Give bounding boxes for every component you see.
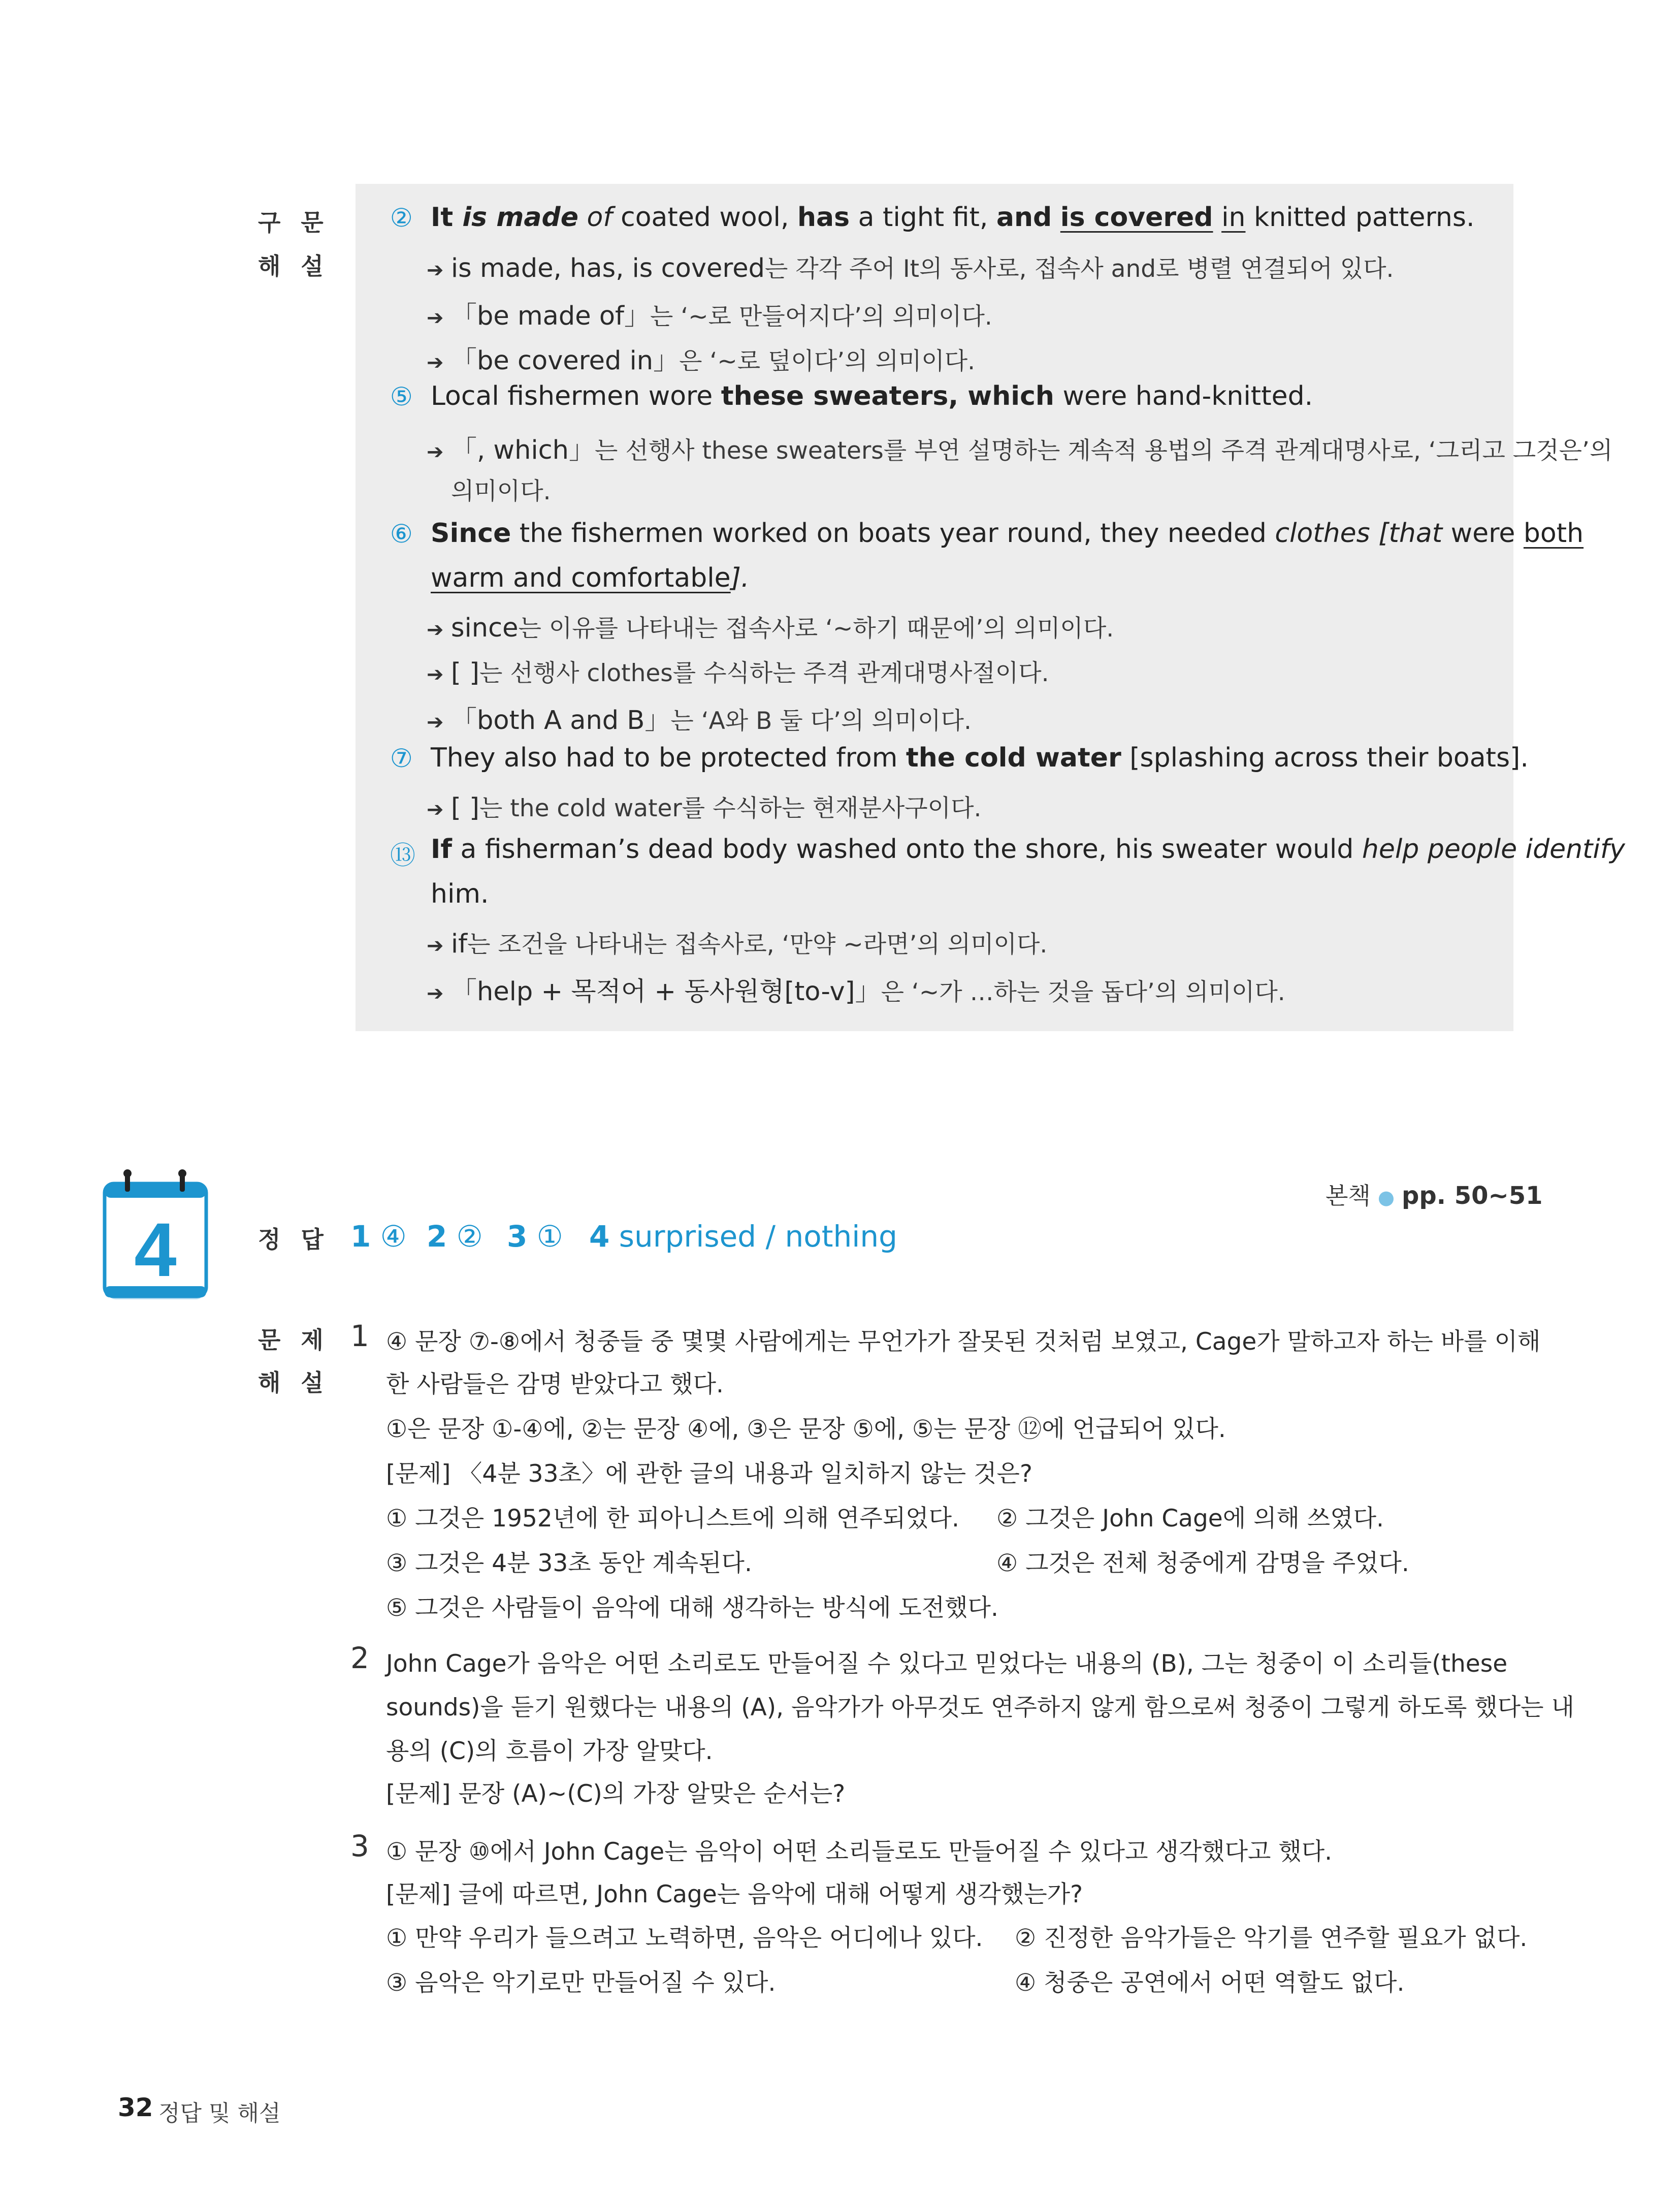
explanation-line: John Cage가 음악은 어떤 소리로도 만들어질 수 있다고 믿었다는 내용의 (B), 그는 청중이 이 소리들(these: [386, 1650, 1508, 1678]
explanation-line: [문제] 글에 따르면, John Cage는 음악에 대해 어떻게 생각했는가?: [386, 1880, 1083, 1908]
explanation-line: sounds)을 듣기 원했다는 내용의 (A), 음악가가 아무것도 연주하지 않게 함으로써 청중이 그렇게 하도록 했다는 내: [386, 1694, 1574, 1721]
arrow-icon: ➔: [427, 982, 444, 1005]
grammar-note: ➔ if는 조건을 나타내는 접속사로, ‘만약 ~라면’의 의미이다.: [427, 929, 1048, 959]
choice: ② 진정한 음악가들은 악기를 연주할 필요가 없다.: [1015, 1924, 1528, 1952]
explanation-line: ① 문장 ⑩에서 John Cage는 음악이 어떤 소리들로도 만들어질 수 있다고 생각했다고 했다.: [386, 1838, 1333, 1866]
explain-label-top: 문제: [258, 1326, 344, 1354]
explanation-line: ①은 문장 ①-④에, ②는 문장 ④에, ③은 문장 ⑤에, ⑤는 문장 ⑫에 언급되어 있다.: [386, 1415, 1226, 1443]
book-page-reference: 본책 ● pp. 50~51: [1326, 1182, 1543, 1210]
choice: ① 만약 우리가 들으려고 노력하면, 음악은 어디에나 있다.: [386, 1924, 983, 1952]
grammar-label-top: 구문: [258, 209, 344, 236]
arrow-icon: ➔: [427, 711, 444, 734]
explanation-line: [문제] 문장 (A)~(C)의 가장 알맞은 순서는?: [386, 1780, 846, 1808]
grammar-note: ➔ [ ]는 the cold water를 수식하는 현재분사구이다.: [427, 793, 982, 823]
explain-label-bottom: 해설: [258, 1369, 344, 1396]
grammar-note-continued: 의미이다.: [451, 477, 551, 505]
answer-4: 4 surprised / nothing: [589, 1219, 897, 1254]
arrow-icon: ➔: [427, 934, 444, 958]
grammar-note: ➔ 「help + 목적어 + 동사원형[to-v]」은 ‘~가 …하는 것을 돕다’의 의미이다.: [427, 977, 1285, 1007]
choice: ③ 음악은 악기로만 만들어질 수 있다.: [386, 1969, 776, 1997]
arrow-icon: ➔: [427, 306, 444, 330]
grammar-note: ➔ [ ]는 선행사 clothes를 수식하는 주격 관계대명사절이다.: [427, 658, 1049, 688]
grammar-note: ➔ 「be covered in」은 ‘~로 덮이다’의 의미이다.: [427, 346, 976, 376]
choice: ⑤ 그것은 사람들이 음악에 대해 생각하는 방식에 도전했다.: [386, 1594, 998, 1622]
grammar-item-number: ②: [390, 203, 413, 233]
badge-number: 4: [134, 1207, 177, 1292]
arrow-icon: ➔: [427, 440, 444, 464]
choice: ② 그것은 John Cage에 의해 쓰였다.: [996, 1505, 1384, 1533]
calendar-badge-icon: [103, 1168, 209, 1304]
grammar-sentence-continued: him.: [431, 879, 489, 909]
grammar-item-number: ⑬: [390, 841, 415, 870]
grammar-sentence: Local fishermen wore these sweaters, which were hand-knitted.: [431, 381, 1313, 411]
arrow-icon: ➔: [427, 259, 444, 282]
grammar-label-bottom: 해설: [258, 252, 344, 280]
grammar-sentence: It is made of coated wool, has a tight fit, and is covered in knitted patterns.: [431, 202, 1475, 233]
explanation-line: 한 사람들은 감명 받았다고 했다.: [386, 1370, 724, 1398]
choice: ④ 청중은 공연에서 어떤 역할도 없다.: [1015, 1969, 1405, 1997]
grammar-sentence: They also had to be protected from the cold water [splashing across their boats].: [431, 743, 1529, 773]
grammar-item-number: ⑤: [390, 382, 413, 411]
question-number: 2: [350, 1641, 369, 1675]
answer-label: 정답: [258, 1226, 344, 1253]
grammar-sentence: If a fisherman’s dead body washed onto the shore, his sweater would help people identify: [431, 834, 1625, 865]
footer-title: 정답 및 해설: [158, 2100, 281, 2126]
grammar-note: ➔ since는 이유를 나타내는 접속사로 ‘~하기 때문에’의 의미이다.: [427, 613, 1114, 643]
grammar-note: ➔ 「be made of」는 ‘~로 만들어지다’의 의미이다.: [427, 301, 992, 331]
grammar-item-number: ⑦: [390, 744, 413, 773]
grammar-note: ➔ is made, has, is covered는 각각 주어 It의 동사로, 접속사 and로 병렬 연결되어 있다.: [427, 253, 1394, 283]
choice: ③ 그것은 4분 33초 동안 계속된다.: [386, 1549, 752, 1577]
grammar-sentence: Since the fishermen worked on boats year round, they needed clothes [that were both: [431, 518, 1584, 549]
grammar-item-number: ⑥: [390, 519, 413, 549]
explanation-line: ④ 문장 ⑦-⑧에서 청중들 중 몇몇 사람에게는 무언가가 잘못된 것처럼 보였고, Cage가 말하고자 하는 바를 이해: [386, 1328, 1541, 1356]
arrow-icon: ➔: [427, 663, 444, 686]
arrow-icon: ➔: [427, 351, 444, 374]
grammar-sentence-continued: warm and comfortable].: [431, 563, 750, 593]
page-number: 32: [118, 2093, 153, 2122]
explanation-line: 용의 (C)의 흐름이 가장 알맞다.: [386, 1737, 713, 1765]
explanation-line: [문제] 〈4분 33초〉에 관한 글의 내용과 일치하지 않는 것은?: [386, 1460, 1032, 1488]
choice: ① 그것은 1952년에 한 피아니스트에 의해 연주되었다.: [386, 1505, 959, 1533]
arrow-icon: ➔: [427, 618, 444, 642]
grammar-note: ➔ 「both A and B」는 ‘A와 B 둘 다’의 의미이다.: [427, 706, 972, 736]
question-number: 1: [350, 1319, 369, 1353]
answer-3: 3 ①: [507, 1219, 563, 1254]
grammar-note: ➔ 「, which」는 선행사 these sweaters를 부연 설명하는 계속적 용법의 주격 관계대명사로, ‘그리고 그것은’의: [427, 435, 1613, 465]
answer-1: 1 ④: [350, 1219, 407, 1254]
answer-2: 2 ②: [427, 1219, 483, 1254]
arrow-icon: ➔: [427, 798, 444, 821]
question-number: 3: [350, 1829, 369, 1863]
choice: ④ 그것은 전체 청중에게 감명을 주었다.: [996, 1549, 1409, 1577]
